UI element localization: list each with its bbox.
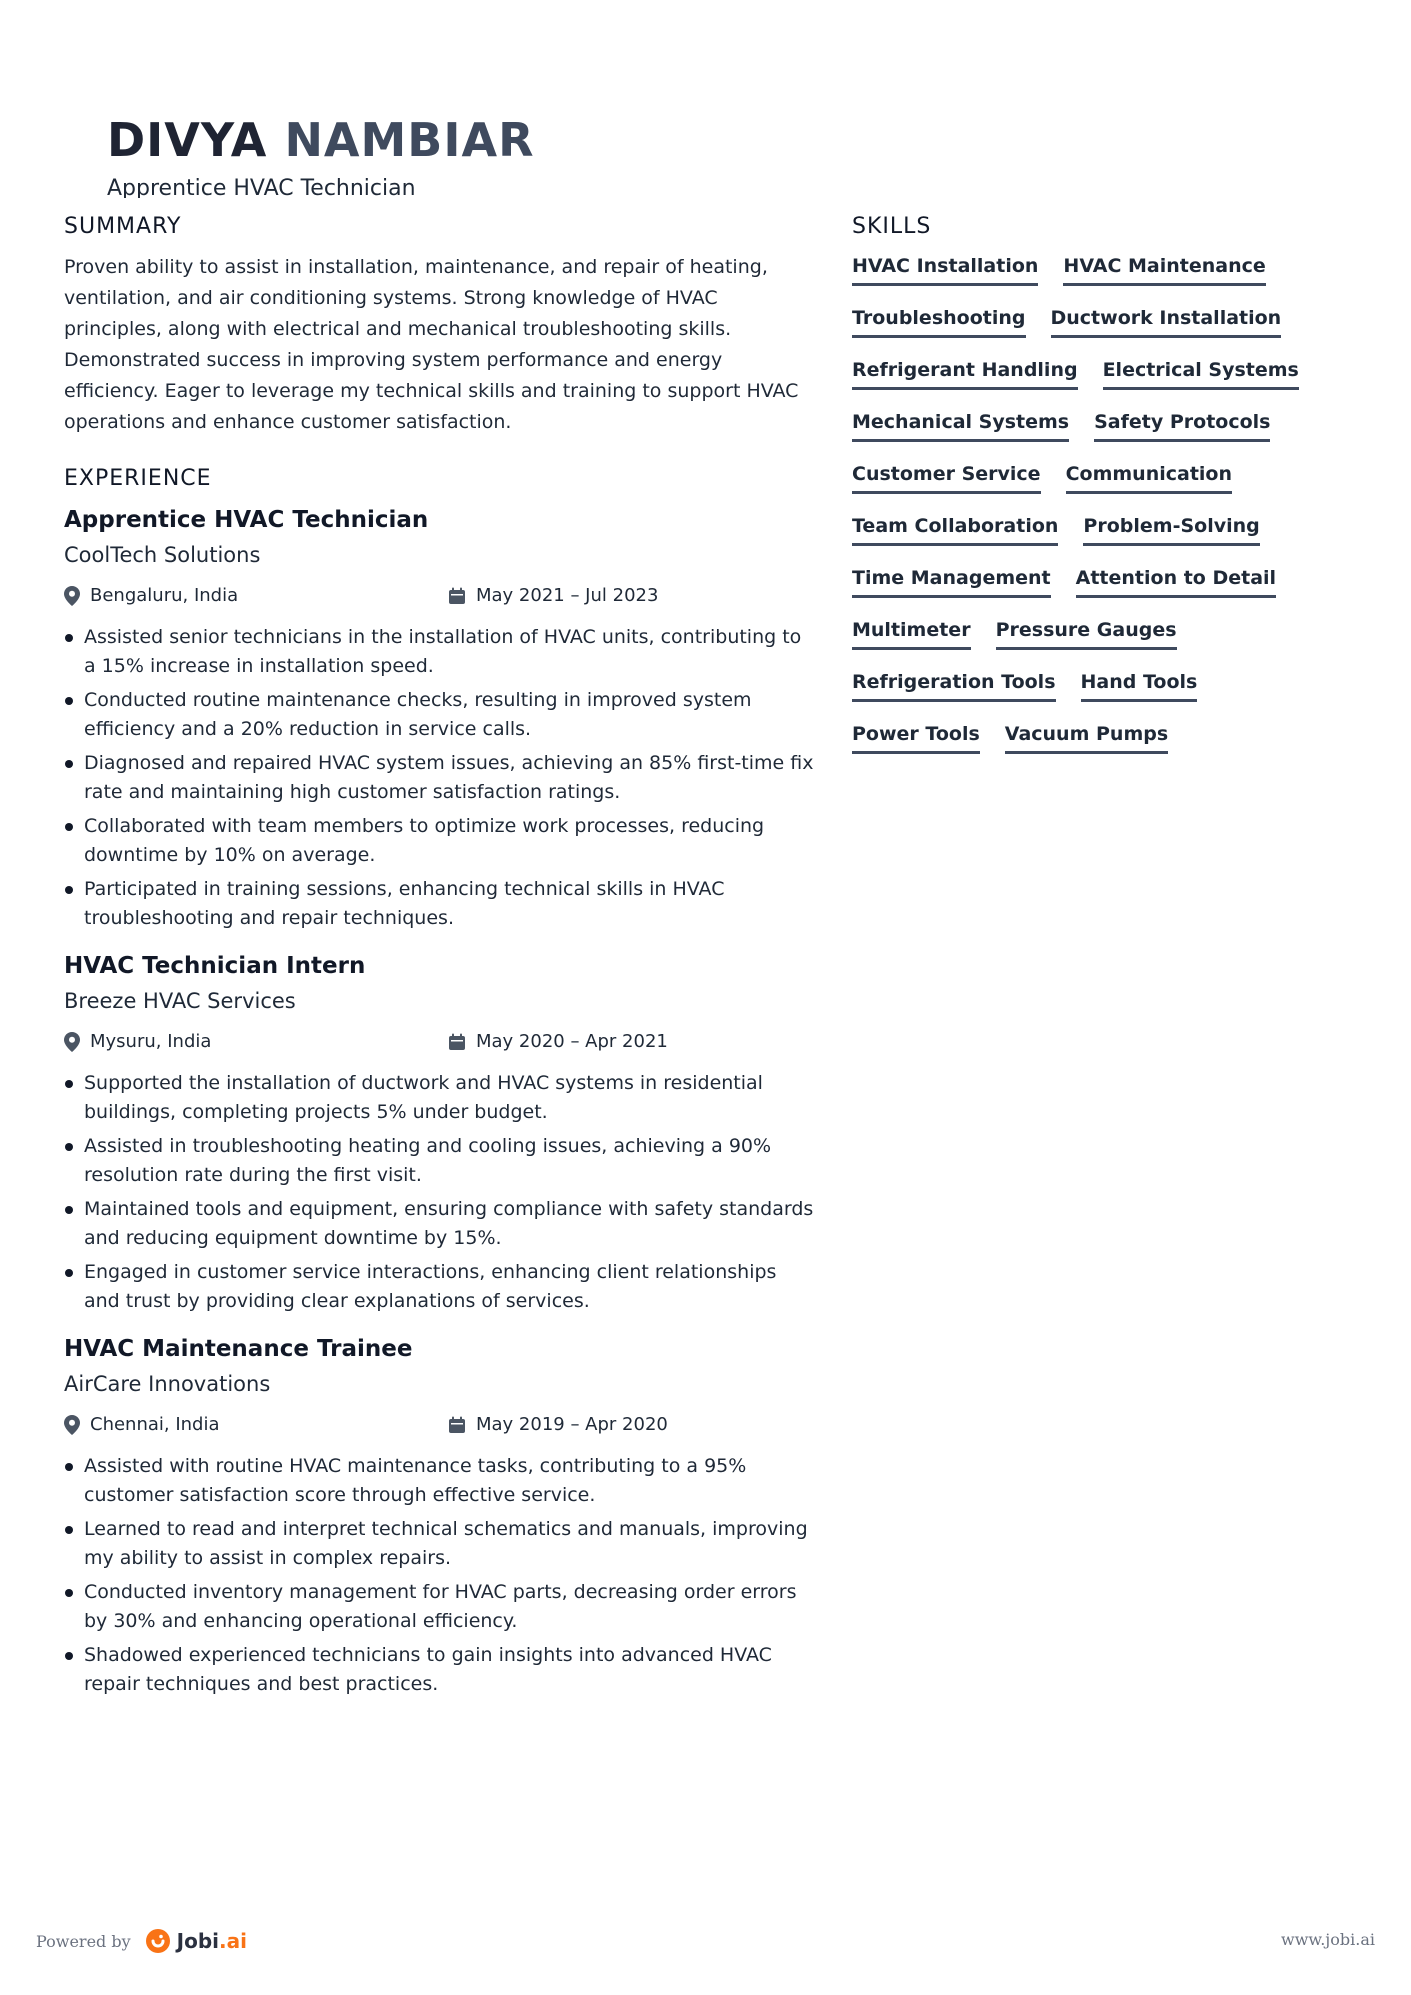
job-bullet: Diagnosed and repaired HVAC system issues, achieving an 85% first-time fix rate and maintaining high customer satisfaction ratings. bbox=[64, 749, 814, 806]
right-column bbox=[852, 212, 1352, 772]
job-bullet: Conducted routine maintenance checks, resulting in improved system efficiency and a 20% reduction in service calls. bbox=[64, 686, 814, 743]
location-pin-icon bbox=[64, 1032, 80, 1052]
job-location-text: Bengaluru, India bbox=[90, 585, 239, 606]
job-title: Apprentice HVAC Technician bbox=[64, 507, 429, 533]
job-bullet: Collaborated with team members to optimize work processes, reducing downtime by 10% on average. bbox=[64, 812, 814, 869]
experience-list bbox=[64, 504, 814, 1698]
job-dates bbox=[448, 585, 658, 606]
skill-tag: Multimeter bbox=[852, 616, 971, 650]
job-bullet: Engaged in customer service interactions, enhancing client relationships and trust by providing clear explanations of services. bbox=[64, 1258, 814, 1315]
job-bullet: Assisted senior technicians in the installation of HVAC units, contributing to a 15% increase in installation speed. bbox=[64, 623, 814, 680]
job-bullet: Shadowed experienced technicians to gain insights into advanced HVAC repair techniques and best practices. bbox=[64, 1641, 814, 1698]
skill-tag: HVAC Maintenance bbox=[1063, 252, 1265, 286]
skill-tag: Power Tools bbox=[852, 720, 980, 754]
candidate-name bbox=[107, 110, 535, 170]
job-bullet: Conducted inventory management for HVAC parts, decreasing order errors by 30% and enhancing operational efficiency. bbox=[64, 1578, 814, 1635]
skill-tag: Customer Service bbox=[852, 460, 1041, 494]
job-title-header: Apprentice HVAC Technician bbox=[107, 176, 416, 198]
footer-website[interactable]: www.jobi.ai bbox=[1281, 1930, 1375, 1949]
company-name: CoolTech Solutions bbox=[64, 543, 261, 567]
skill-tag: Mechanical Systems bbox=[852, 408, 1069, 442]
job-meta bbox=[64, 1031, 814, 1059]
job-dates-text: May 2020 – Apr 2021 bbox=[476, 1031, 668, 1052]
jobi-logo-icon bbox=[145, 1928, 171, 1954]
skills-heading: SKILLS bbox=[852, 214, 932, 239]
company-name: Breeze HVAC Services bbox=[64, 989, 296, 1013]
job-title-header-clip bbox=[107, 174, 707, 198]
skill-tag: Attention to Detail bbox=[1076, 564, 1276, 598]
skill-tag: Communication bbox=[1066, 460, 1232, 494]
last-name: NAMBIAR bbox=[284, 113, 535, 167]
calendar-icon bbox=[448, 587, 466, 605]
left-column bbox=[64, 212, 814, 1704]
job-bullet: Maintained tools and equipment, ensuring compliance with safety standards and reducing equipment downtime by 15%. bbox=[64, 1195, 814, 1252]
skill-tag: Troubleshooting bbox=[852, 304, 1026, 338]
job-meta bbox=[64, 585, 814, 613]
brand-suffix: .ai bbox=[219, 1929, 247, 1953]
job-bullet: Participated in training sessions, enhancing technical skills in HVAC troubleshooting and repair techniques. bbox=[64, 875, 814, 932]
skill-tag: Team Collaboration bbox=[852, 512, 1058, 546]
job-title: HVAC Technician Intern bbox=[64, 953, 366, 979]
skill-tag: Refrigerant Handling bbox=[852, 356, 1078, 390]
skill-tag: Safety Protocols bbox=[1094, 408, 1270, 442]
experience-entry bbox=[64, 950, 814, 1315]
first-name: DIVYA bbox=[107, 113, 268, 167]
company-name: AirCare Innovations bbox=[64, 1372, 271, 1396]
job-location bbox=[64, 585, 238, 606]
skill-tag: HVAC Installation bbox=[852, 252, 1038, 286]
job-bullet: Assisted with routine HVAC maintenance tasks, contributing to a 95% customer satisfaction score through effective service. bbox=[64, 1452, 814, 1509]
skill-tag: Vacuum Pumps bbox=[1005, 720, 1168, 754]
job-location bbox=[64, 1031, 211, 1052]
job-bullet: Supported the installation of ductwork and HVAC systems in residential buildings, completing projects 5% under budget. bbox=[64, 1069, 814, 1126]
job-bullets bbox=[64, 1069, 814, 1315]
skill-tag: Problem-Solving bbox=[1083, 512, 1259, 546]
powered-by-label: Powered by bbox=[36, 1931, 131, 1951]
skill-tag: Ductwork Installation bbox=[1051, 304, 1282, 338]
summary-heading: SUMMARY bbox=[64, 214, 182, 239]
footer-powered-by bbox=[36, 1928, 247, 1954]
skill-tag: Hand Tools bbox=[1081, 668, 1198, 702]
skill-tag: Electrical Systems bbox=[1103, 356, 1299, 390]
location-pin-icon bbox=[64, 586, 80, 606]
job-dates bbox=[448, 1031, 668, 1052]
jobi-logo[interactable] bbox=[145, 1928, 247, 1954]
calendar-icon bbox=[448, 1416, 466, 1434]
skill-tag: Pressure Gauges bbox=[996, 616, 1177, 650]
job-dates-text: May 2021 – Jul 2023 bbox=[476, 585, 659, 606]
job-title: HVAC Maintenance Trainee bbox=[64, 1336, 413, 1362]
skills-list bbox=[852, 252, 1342, 772]
job-bullets bbox=[64, 1452, 814, 1698]
job-bullet: Assisted in troubleshooting heating and cooling issues, achieving a 90% resolution rate during the first visit. bbox=[64, 1132, 814, 1189]
job-dates bbox=[448, 1414, 668, 1435]
job-location bbox=[64, 1414, 220, 1435]
brand-main: Jobi bbox=[176, 1929, 219, 1953]
job-location-text: Chennai, India bbox=[90, 1414, 220, 1435]
experience-entry bbox=[64, 504, 814, 932]
job-bullet: Learned to read and interpret technical schematics and manuals, improving my ability to assist in complex repairs. bbox=[64, 1515, 814, 1572]
job-meta bbox=[64, 1414, 814, 1442]
skill-tag: Time Management bbox=[852, 564, 1051, 598]
job-dates-text: May 2019 – Apr 2020 bbox=[476, 1414, 668, 1435]
job-bullets bbox=[64, 623, 814, 932]
calendar-icon bbox=[448, 1033, 466, 1051]
location-pin-icon bbox=[64, 1415, 80, 1435]
experience-entry bbox=[64, 1333, 814, 1698]
summary-text: Proven ability to assist in installation, maintenance, and repair of heating, ventilation, and air conditioning systems. Strong knowledge of HVAC principles, along with electrical and mechanical troubleshooting skills. Demonstrated success in improving system performance and energy efficiency. Eager to leverage my technical skills and training to support HVAC operations and enhance customer satisfaction. bbox=[64, 256, 799, 433]
job-location-text: Mysuru, India bbox=[90, 1031, 212, 1052]
experience-heading: EXPERIENCE bbox=[64, 466, 212, 491]
skill-tag: Refrigeration Tools bbox=[852, 668, 1056, 702]
